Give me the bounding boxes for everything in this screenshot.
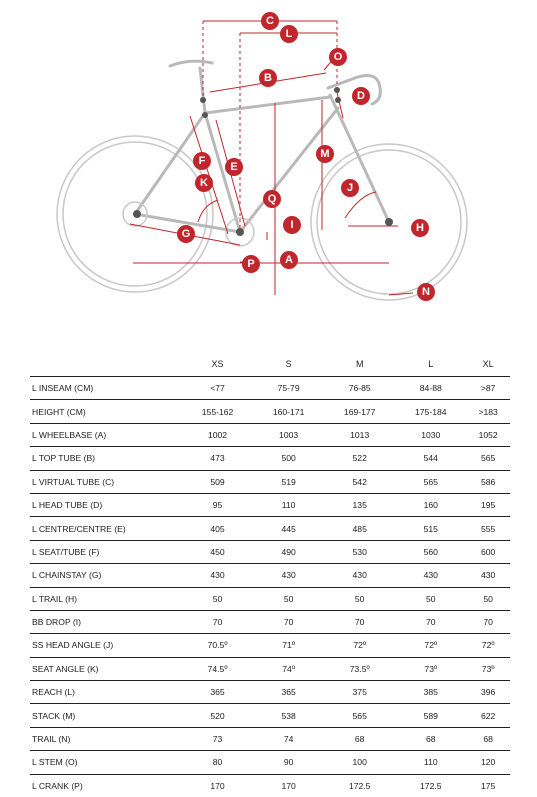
row-label: L TOP TUBE (B) (30, 447, 182, 470)
table-cell: 385 (395, 681, 466, 704)
table-cell: 1002 (182, 423, 253, 446)
bike-frame (123, 61, 389, 246)
table-cell: 515 (395, 517, 466, 540)
svg-text:H: H (416, 222, 424, 234)
marker-m (316, 145, 334, 163)
table-cell: 100 (324, 751, 395, 774)
svg-text:C: C (266, 15, 274, 27)
table-cell: 50 (182, 587, 253, 610)
row-label: STACK (M) (30, 704, 182, 727)
table-cell: 473 (182, 447, 253, 470)
table-cell: 542 (324, 470, 395, 493)
table-row (30, 634, 510, 657)
geometry-table (30, 352, 510, 797)
table-cell: 430 (324, 564, 395, 587)
table-cell: 75-79 (253, 377, 324, 400)
table-cell: 170 (182, 774, 253, 797)
table-cell: 538 (253, 704, 324, 727)
svg-text:I: I (290, 219, 293, 231)
table-cell: 74º (253, 657, 324, 680)
row-label: L CHAINSTAY (G) (30, 564, 182, 587)
table-cell: >183 (466, 400, 510, 423)
table-row (30, 517, 510, 540)
row-label: BB DROP (I) (30, 610, 182, 633)
table-cell: 68 (324, 727, 395, 750)
size-header-l: L (395, 352, 466, 377)
table-cell: 110 (395, 751, 466, 774)
svg-text:O: O (334, 51, 343, 63)
row-label: HEIGHT (CM) (30, 400, 182, 423)
table-cell: 509 (182, 470, 253, 493)
table-cell: 160 (395, 493, 466, 516)
table-cell: 110 (253, 493, 324, 516)
row-label: SEAT ANGLE (K) (30, 657, 182, 680)
table-cell: 70 (466, 610, 510, 633)
table-cell: 565 (395, 470, 466, 493)
table-cell: 70 (253, 610, 324, 633)
table-header-row (30, 352, 510, 377)
svg-text:P: P (247, 258, 254, 270)
table-cell: 1052 (466, 423, 510, 446)
table-cell: 120 (466, 751, 510, 774)
row-label: REACH (L) (30, 681, 182, 704)
table-cell: 430 (395, 564, 466, 587)
svg-text:G: G (182, 228, 191, 240)
table-cell: <77 (182, 377, 253, 400)
table-cell: 72º (324, 634, 395, 657)
row-label: L CENTRE/CENTRE (E) (30, 517, 182, 540)
row-label: L VIRTUAL TUBE (C) (30, 470, 182, 493)
svg-text:L: L (286, 28, 293, 40)
table-cell: 565 (466, 447, 510, 470)
marker-q (263, 190, 281, 208)
table-cell: 396 (466, 681, 510, 704)
table-cell: 135 (324, 493, 395, 516)
marker-d (352, 87, 370, 105)
table-cell: 50 (253, 587, 324, 610)
table-cell: 430 (182, 564, 253, 587)
svg-text:Q: Q (268, 193, 277, 205)
svg-text:M: M (320, 148, 329, 160)
table-cell: 586 (466, 470, 510, 493)
marker-p (242, 255, 260, 273)
marker-b (259, 69, 277, 87)
table-cell: 450 (182, 540, 253, 563)
table-cell: 160-171 (253, 400, 324, 423)
table-cell: 73 (182, 727, 253, 750)
marker-l (280, 25, 298, 43)
table-body (30, 377, 510, 797)
table-cell: 72º (466, 634, 510, 657)
table-cell: 172.5 (395, 774, 466, 797)
table-cell: 73º (395, 657, 466, 680)
table-cell: 622 (466, 704, 510, 727)
table-row (30, 400, 510, 423)
table-cell: 72º (395, 634, 466, 657)
table-row (30, 704, 510, 727)
svg-text:A: A (285, 254, 293, 266)
marker-n (417, 283, 435, 301)
table-cell: 80 (182, 751, 253, 774)
table-cell: 430 (253, 564, 324, 587)
table-row (30, 377, 510, 400)
table-cell: 84-88 (395, 377, 466, 400)
row-label: L STEM (O) (30, 751, 182, 774)
table-cell: 544 (395, 447, 466, 470)
row-label: L INSEAM (CM) (30, 377, 182, 400)
table-row (30, 587, 510, 610)
table-cell: 95 (182, 493, 253, 516)
table-cell: 68 (466, 727, 510, 750)
table-row (30, 447, 510, 470)
bike-geometry-diagram (0, 0, 537, 330)
svg-text:D: D (357, 90, 365, 102)
table-row (30, 681, 510, 704)
svg-text:N: N (422, 286, 430, 298)
row-label: L CRANK (P) (30, 774, 182, 797)
table-cell: 170 (253, 774, 324, 797)
table-cell: 73.5º (324, 657, 395, 680)
table-cell: 1030 (395, 423, 466, 446)
table-cell: 600 (466, 540, 510, 563)
table-cell: 70.5º (182, 634, 253, 657)
size-header-m: M (324, 352, 395, 377)
table-cell: 530 (324, 540, 395, 563)
table-cell: 175-184 (395, 400, 466, 423)
table-cell: 520 (182, 704, 253, 727)
table-cell: 445 (253, 517, 324, 540)
table-cell: 70 (182, 610, 253, 633)
marker-c (261, 12, 279, 30)
table-cell: 172.5 (324, 774, 395, 797)
table-cell: 1013 (324, 423, 395, 446)
table-cell: 50 (324, 587, 395, 610)
marker-e (225, 158, 243, 176)
row-label: L SEAT/TUBE (F) (30, 540, 182, 563)
svg-text:B: B (264, 72, 272, 84)
table-cell: 500 (253, 447, 324, 470)
svg-text:E: E (230, 161, 237, 173)
table-cell: 405 (182, 517, 253, 540)
table-cell: 169-177 (324, 400, 395, 423)
table-cell: 195 (466, 493, 510, 516)
table-cell: 74 (253, 727, 324, 750)
table-cell: 73º (466, 657, 510, 680)
marker-g (177, 225, 195, 243)
table-cell: 560 (395, 540, 466, 563)
table-cell: 375 (324, 681, 395, 704)
table-row (30, 610, 510, 633)
table-row (30, 493, 510, 516)
table-cell: 76-85 (324, 377, 395, 400)
table-cell: 155-162 (182, 400, 253, 423)
table-row (30, 564, 510, 587)
row-label: TRAIL (N) (30, 727, 182, 750)
size-header-s: S (253, 352, 324, 377)
table-cell: 74.5º (182, 657, 253, 680)
table-cell: 485 (324, 517, 395, 540)
marker-j (341, 179, 359, 197)
table-cell: 1003 (253, 423, 324, 446)
table-row (30, 470, 510, 493)
svg-text:F: F (199, 155, 206, 167)
size-header-xs: XS (182, 352, 253, 377)
table-cell: 68 (395, 727, 466, 750)
table-cell: 430 (466, 564, 510, 587)
table-cell: 70 (324, 610, 395, 633)
size-header-xl: XL (466, 352, 510, 377)
table-row (30, 774, 510, 797)
table-row (30, 727, 510, 750)
row-label: L TRAIL (H) (30, 587, 182, 610)
table-cell: 365 (182, 681, 253, 704)
table-cell: 555 (466, 517, 510, 540)
table-cell: 519 (253, 470, 324, 493)
table-row (30, 423, 510, 446)
table-cell: >87 (466, 377, 510, 400)
svg-text:K: K (200, 177, 208, 189)
table-cell: 70 (395, 610, 466, 633)
marker-h (411, 219, 429, 237)
table-cell: 71º (253, 634, 324, 657)
table-cell: 50 (395, 587, 466, 610)
marker-o (329, 48, 347, 66)
header-label (30, 352, 182, 377)
table-cell: 522 (324, 447, 395, 470)
table-cell: 175 (466, 774, 510, 797)
table-row (30, 540, 510, 563)
svg-text:J: J (347, 182, 353, 194)
table-cell: 565 (324, 704, 395, 727)
table-cell: 50 (466, 587, 510, 610)
table-cell: 365 (253, 681, 324, 704)
row-label: L WHEELBASE (A) (30, 423, 182, 446)
table-cell: 490 (253, 540, 324, 563)
marker-f (193, 152, 211, 170)
marker-k (195, 174, 213, 192)
marker-a (280, 251, 298, 269)
row-label: L HEAD TUBE (D) (30, 493, 182, 516)
table-cell: 90 (253, 751, 324, 774)
table-row (30, 657, 510, 680)
marker-i (283, 216, 301, 234)
table-row (30, 751, 510, 774)
row-label: SS HEAD ANGLE (J) (30, 634, 182, 657)
table-cell: 589 (395, 704, 466, 727)
